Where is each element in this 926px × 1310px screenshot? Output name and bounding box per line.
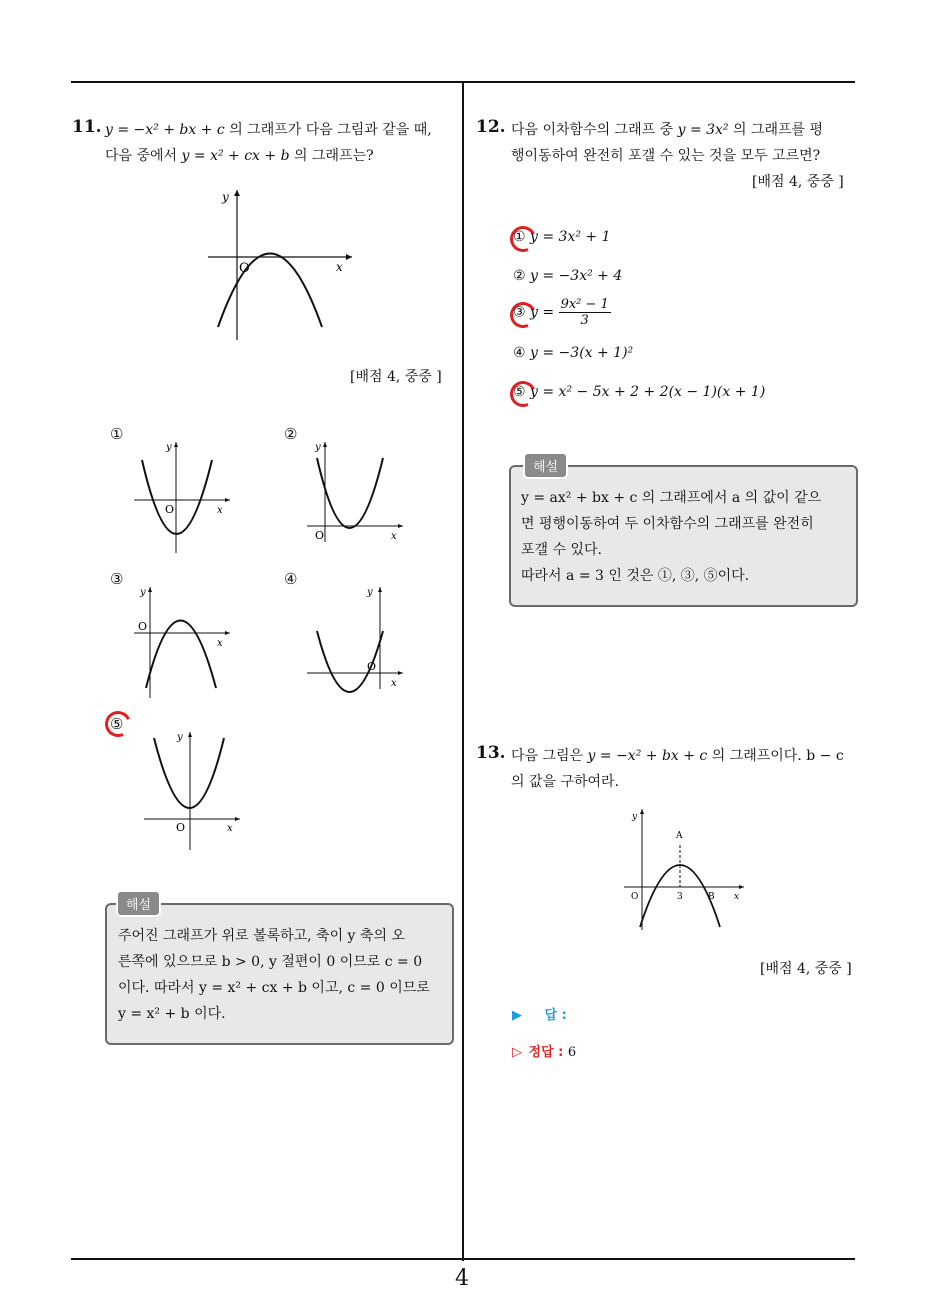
q11-opt4-o: O [367,660,377,673]
column-divider [462,81,464,1261]
play-outline-icon: ▷ [512,1045,522,1060]
q11-stem-line1: y = −x² + bx + c 의 그래프가 다음 그림과 같을 때, [105,122,432,138]
q11-opt1-x: x [217,505,223,516]
q11-explanation-line2: 른쪽에 있으므로 b > 0, y 절편이 0 이므로 c = 0 [118,954,423,970]
q13-graph [620,805,750,935]
q11-opt2-x: x [391,531,397,542]
q11-answer-circle [101,707,134,740]
q13-label-b: B [708,892,715,902]
q11-option3-graph [130,583,240,703]
q12-explanation-label: 해설 [523,452,568,479]
q11-opt2-y: y [315,442,321,453]
q11-stem-line2: 다음 중에서 y = x² + cx + b 의 그래프는? [105,148,374,164]
q13-correct-label: 정답 : [528,1045,564,1060]
q12-option3-fraction: $\frac{\text{9x² − 1}}{3}$ [560,297,609,328]
q11-option3-label: ③ [110,570,124,588]
q11-opt5-y: y [177,732,183,743]
q11-origin: O [239,261,250,276]
q11-opt1-y: y [166,442,172,453]
q13-label-a: A [676,831,683,841]
q11-opt3-x: x [217,638,223,649]
q13-label-y: y [632,812,638,822]
q11-option5-label: ⑤ [110,715,124,733]
q13-correct-value: 6 [567,1045,577,1060]
q13-stem-line2: 의 값을 구하여라. [511,774,620,790]
q11-score: [배점 4, 중중 ] [350,369,442,385]
q11-opt4-x: x [391,678,397,689]
q12-eq: y = 3x² [677,122,729,138]
play-filled-icon: ▶ [512,1008,522,1023]
q11-opt5-x: x [227,823,233,834]
q11-option1-label: ① [110,425,124,443]
q13-label-3: 3 [677,892,683,902]
q11-opt1-o: O [165,503,175,516]
q12-explanation-line2: 면 평행이동하여 두 이차함수의 그래프를 완전히 [521,516,814,532]
q11-opt2-o: O [315,529,325,542]
q11-option4-graph [303,583,413,693]
q13-answer-row[interactable] [512,1004,567,1023]
q11-axis-y: y [222,190,229,204]
q12-option4[interactable]: ④ y = −3(x + 1)² [513,345,634,361]
q11-opt5-o: O [176,821,186,834]
q11-option1-graph [130,438,240,558]
q11-explanation-line1: 주어진 그래프가 위로 볼록하고, 축이 y 축의 오 [118,928,405,944]
q12-option2[interactable]: ② y = −3x² + 4 [513,268,623,284]
q11-explanation-label: 해설 [116,890,161,917]
q12-number: 12. [476,117,506,137]
q11-explanation-line4: y = x² + b 이다. [118,1006,226,1022]
q11-axis-x: x [336,260,343,274]
q11-opt4-y: y [367,587,373,598]
q13-label-x: x [734,892,740,902]
q11-number: 11. [72,117,102,137]
q12-option5[interactable]: ⑤ y = x² − 5x + 2 + 2(x − 1)(x + 1) [513,384,766,400]
q12-score: [배점 4, 중중 ] [752,174,844,190]
q12-stem-line1: 다음 이차함수의 그래프 중 y = 3x² 의 그래프를 평 [511,122,824,138]
q11-eq2: y = x² + cx + b [181,148,290,164]
q11-option4-label: ④ [284,570,298,588]
q12-explanation-line3: 포갤 수 있다. [521,542,602,558]
q11-option2-graph [303,438,413,548]
q12-explanation-line4: 따라서 a = 3 인 것은 ①, ③, ⑤이다. [521,568,750,584]
q13-score: [배점 4, 중중 ] [760,961,852,977]
q13-stem-line1: 다음 그림은 y = −x² + bx + c 의 그래프이다. b − c [511,748,844,764]
q11-option5-graph [140,728,250,853]
q13-number: 13. [476,743,506,763]
q12-stem-line2: 행이동하여 완전히 포갤 수 있는 것을 모두 고르면? [511,148,821,164]
q13-correct-row [512,1041,576,1060]
q11-main-graph [200,185,360,345]
q11-opt3-o: O [138,620,148,633]
q11-explanation-line3: 이다. 따라서 y = x² + cx + b 이고, c = 0 이므로 [118,980,430,996]
page-number: 4 [455,1266,469,1291]
q11-opt3-y: y [140,587,146,598]
q12-explanation-line1: y = ax² + bx + c 의 그래프에서 a 의 값이 같으 [521,490,822,506]
q11-option2-label: ② [284,425,298,443]
bottom-rule [71,1258,855,1260]
q11-eq1: y = −x² + bx + c [105,122,225,138]
q12-option3[interactable]: ③ y = $\frac{\text{9x² − 1}}{3}$ [513,297,609,328]
q13-answer-label: 답 : [544,1008,567,1023]
q13-eq: y = −x² + bx + c [587,748,708,764]
q13-label-o: O [631,892,639,902]
q12-option1[interactable]: ① y = 3x² + 1 [513,229,611,245]
